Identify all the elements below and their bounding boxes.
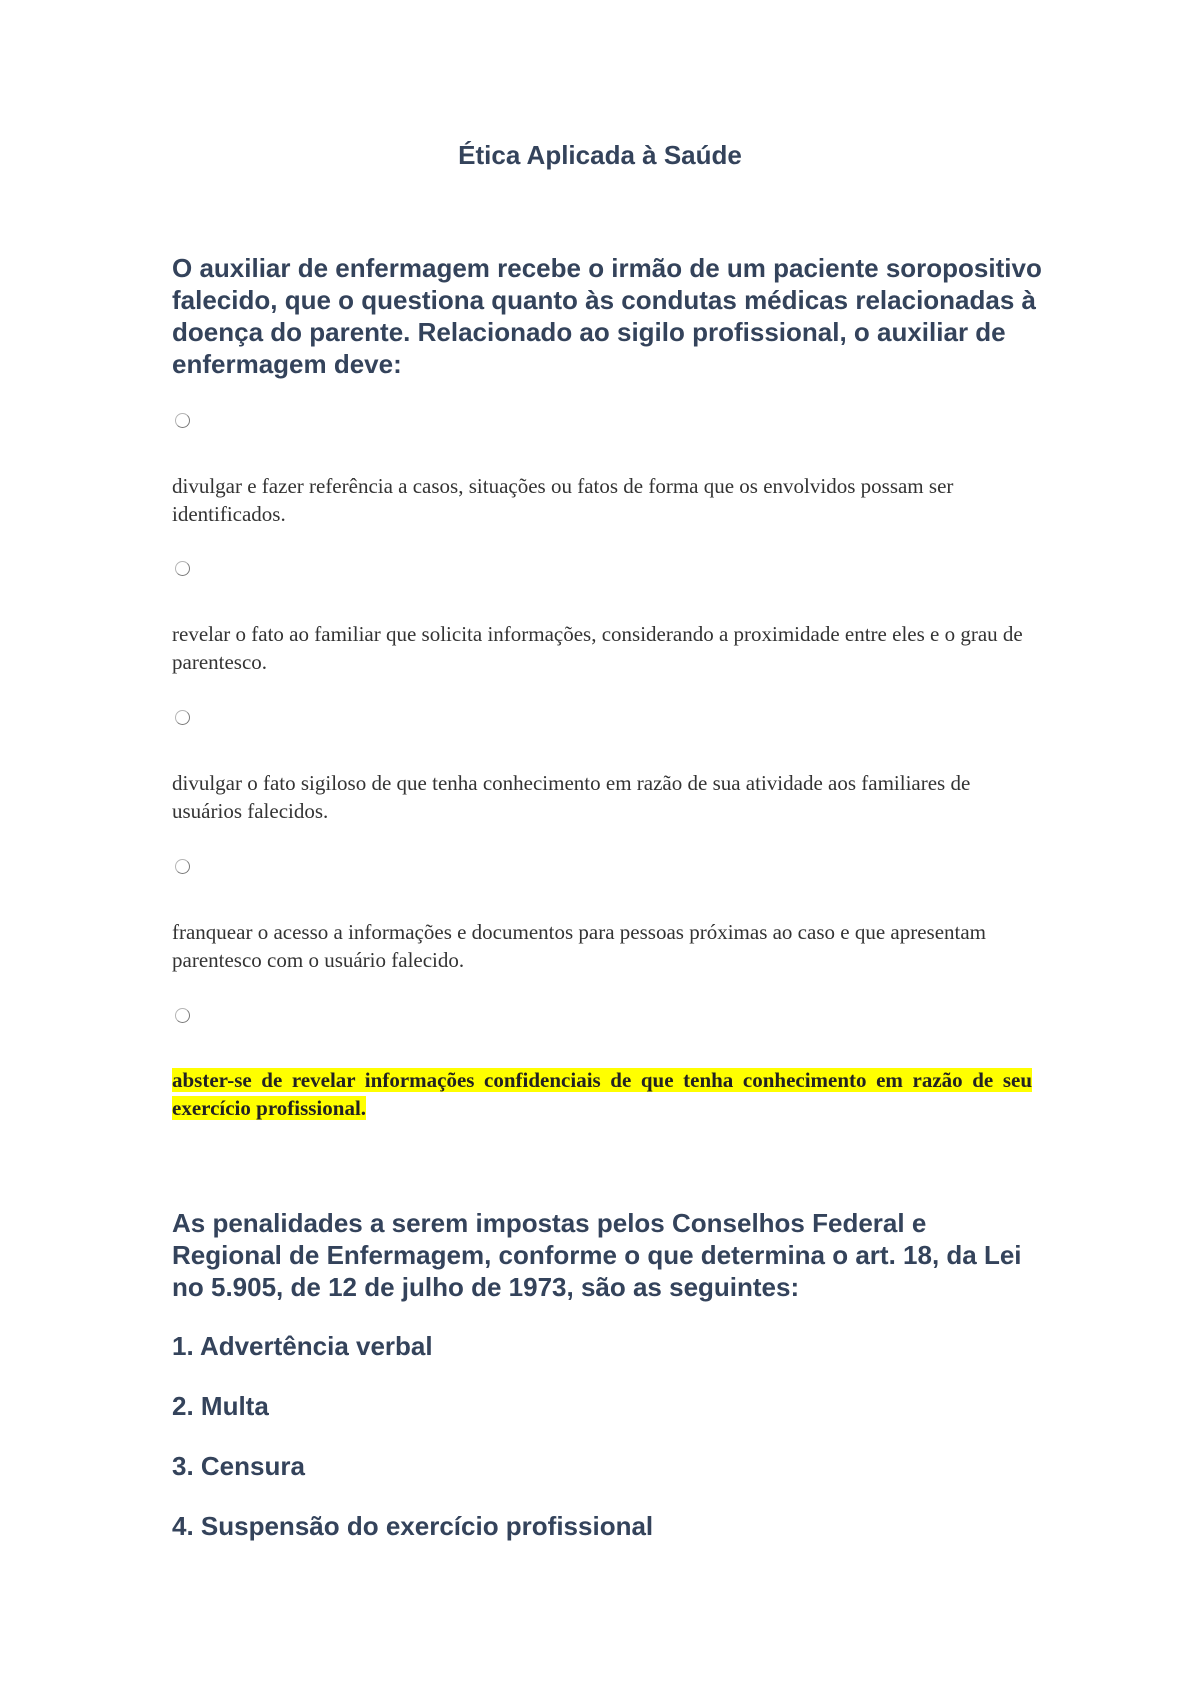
option-4-radio-icon[interactable]: [175, 859, 190, 874]
question-2-text: As penalidades a serem impostas pelos Conselhos Federal e Regional de Enfermagem, conforme o que determina o art. 18, da Lei no 5.905, de 12 de julho de 1973, são as seguintes:: [172, 1208, 1022, 1302]
penalty-item-3: 3. Censura: [172, 1451, 305, 1481]
option-3-radio-icon[interactable]: [175, 710, 190, 725]
option-1-radio-icon[interactable]: [175, 413, 190, 428]
penalty-item-1: 1. Advertência verbal: [172, 1331, 433, 1361]
option-2-radio-icon[interactable]: [175, 561, 190, 576]
penalty-item-2: 2. Multa: [172, 1391, 269, 1421]
option-1-text: divulgar e fazer referência a casos, situações ou fatos de forma que os envolvidos possam ser identificados.: [172, 474, 954, 526]
document-title: Ética Aplicada à Saúde: [458, 140, 742, 170]
option-5-text-answer: [172, 1066, 1032, 1122]
option-2-text: revelar o fato ao familiar que solicita informações, considerando a proximidade entre eles e o grau de parentesco.: [172, 622, 1023, 674]
question-1-text: O auxiliar de enfermagem recebe o irmão de um paciente soropositivo falecido, que o questiona quanto às condutas médicas relacionadas à doença do parente. Relacionado ao sigilo profissional, o auxiliar de enfermagem deve:: [172, 253, 1042, 379]
option-5-radio-icon[interactable]: [175, 1008, 190, 1023]
answer-highlight: abster-se de revelar informações confidenciais de que tenha conhecimento em razão de seu exercício profissional.: [172, 1068, 1032, 1120]
penalty-item-4: 4. Suspensão do exercício profissional: [172, 1511, 654, 1541]
option-4-text: franquear o acesso a informações e documentos para pessoas próximas ao caso e que apresentam parentesco com o usuário falecido.: [172, 920, 987, 972]
option-3-text: divulgar o fato sigiloso de que tenha conhecimento em razão de sua atividade aos familiares de usuários falecidos.: [172, 771, 971, 823]
